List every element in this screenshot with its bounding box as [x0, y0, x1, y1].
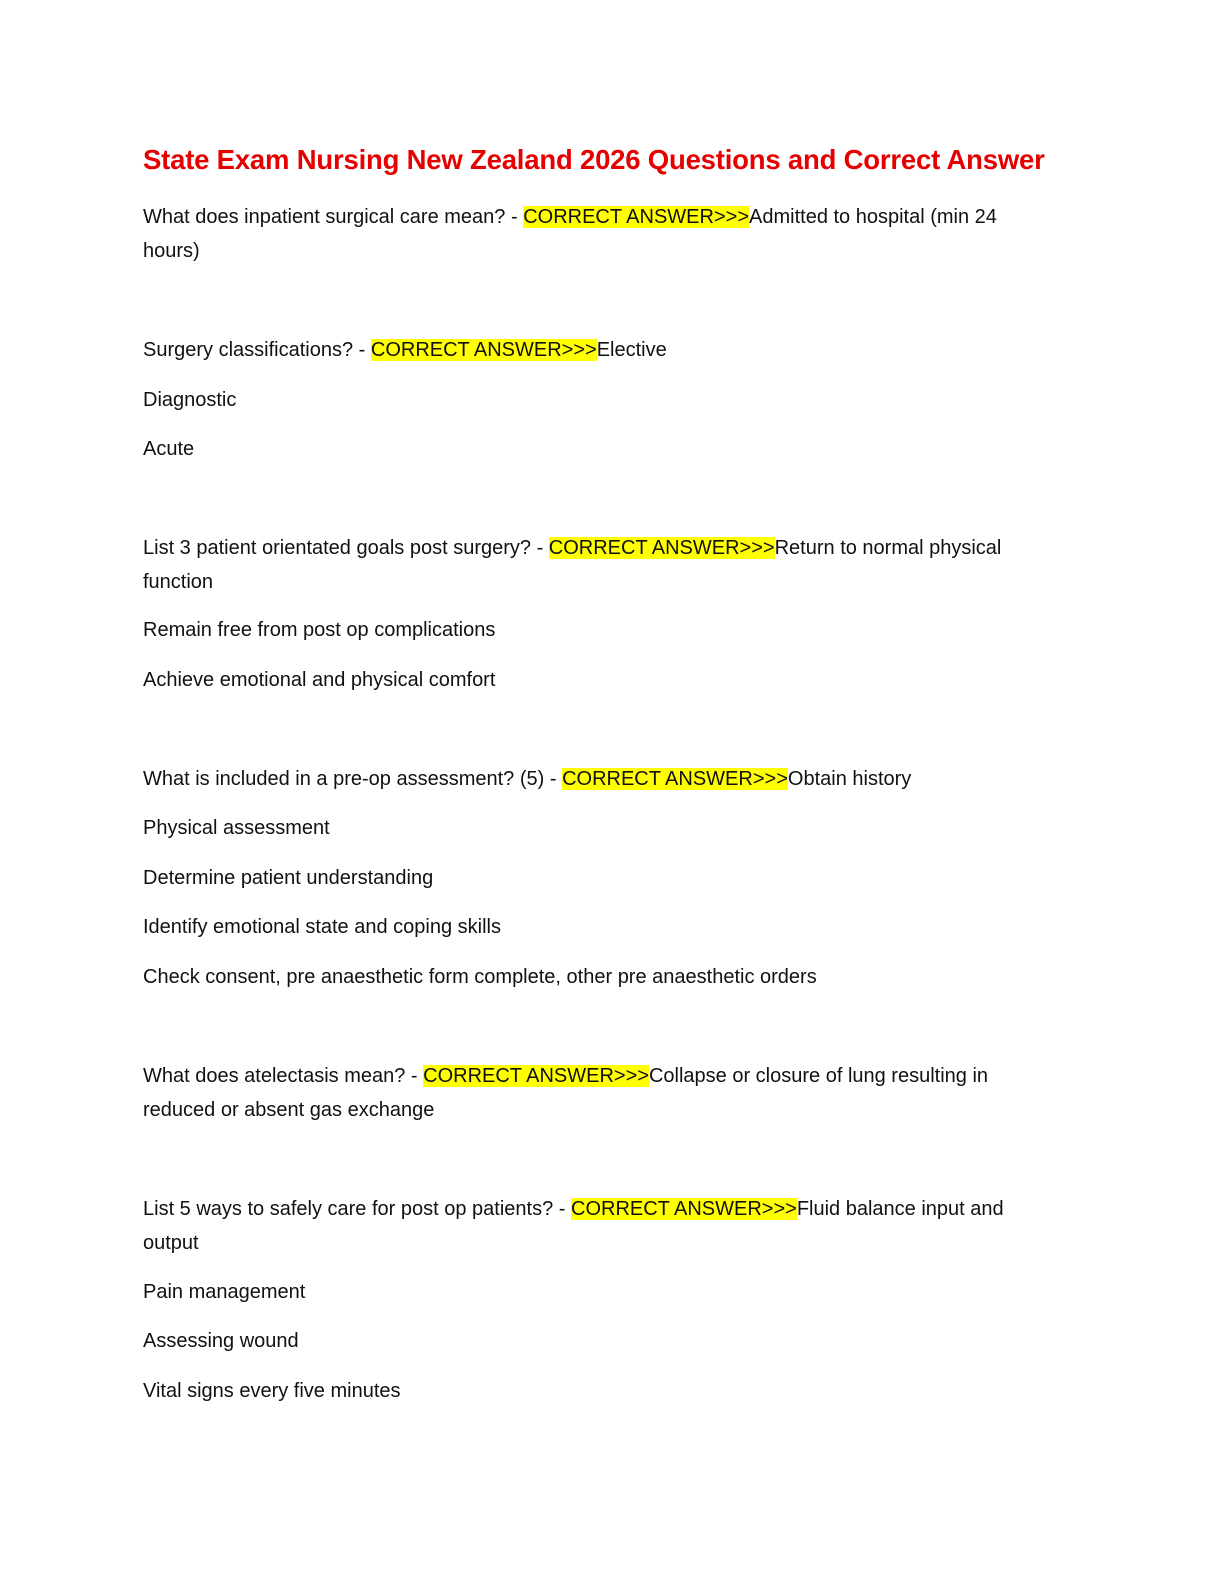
question-line — [143, 1060, 1053, 1127]
question-line — [143, 334, 1053, 368]
qa-item-3 — [143, 532, 1053, 691]
qa-item-1 — [143, 201, 1053, 268]
correct-answer-marker: CORRECT ANSWER>>> — [523, 206, 750, 228]
answer-text: Elective — [596, 339, 667, 361]
question-text: List 5 ways to safely care for post op patients? - — [143, 1198, 571, 1220]
document-page — [143, 0, 1083, 1584]
qa-item-5 — [143, 1060, 1053, 1127]
answer-line: Determine patient understanding — [143, 867, 434, 889]
correct-answer-marker: CORRECT ANSWER>>> — [423, 1065, 649, 1087]
correct-answer-marker: CORRECT ANSWER>>> — [571, 1198, 797, 1220]
answer-line: Check consent, pre anaesthetic form complete, other pre anaesthetic orders — [143, 966, 817, 988]
answer-line: Vital signs every five minutes — [143, 1380, 401, 1402]
answer-text: Fluid balance input and output — [143, 1198, 1004, 1254]
answer-line: Identify emotional state and coping skills — [143, 916, 501, 938]
answer-line: Remain free from post op complications — [143, 619, 496, 641]
answer-text: Admitted to hospital (min 24 hours) — [143, 206, 997, 262]
question-text: What is included in a pre-op assessment? (5) - — [143, 768, 563, 790]
question-text: What does atelectasis mean? - — [143, 1065, 424, 1087]
qa-item-4 — [143, 763, 1053, 988]
correct-answer-marker: CORRECT ANSWER>>> — [370, 339, 597, 361]
correct-answer-marker: CORRECT ANSWER>>> — [562, 768, 788, 790]
qa-item-6 — [143, 1193, 1053, 1402]
qa-item-2 — [143, 334, 1053, 460]
answer-line: Achieve emotional and physical comfort — [143, 669, 496, 691]
answer-line: Acute — [143, 438, 195, 460]
document-title: State Exam Nursing New Zealand 2026 Questions and Correct Answer — [143, 144, 1045, 175]
answer-text: Return to normal physical function — [143, 537, 1002, 593]
correct-answer-marker: CORRECT ANSWER>>> — [548, 537, 775, 559]
question-text: List 3 patient orientated goals post surgery? - — [143, 537, 549, 559]
answer-line: Diagnostic — [143, 389, 237, 411]
answer-text: Collapse or closure of lung resulting in reduced or absent gas exchange — [143, 1065, 989, 1121]
answer-text: Obtain history — [787, 768, 912, 790]
question-text: Surgery classifications? - — [143, 339, 371, 361]
question-text: What does inpatient surgical care mean? - — [143, 206, 524, 228]
question-line — [143, 763, 1053, 797]
question-line — [143, 201, 1053, 268]
answer-line: Assessing wound — [143, 1330, 299, 1352]
answer-line: Pain management — [143, 1281, 306, 1303]
question-line — [143, 532, 1053, 599]
question-line — [143, 1193, 1053, 1260]
answer-line: Physical assessment — [143, 817, 330, 839]
